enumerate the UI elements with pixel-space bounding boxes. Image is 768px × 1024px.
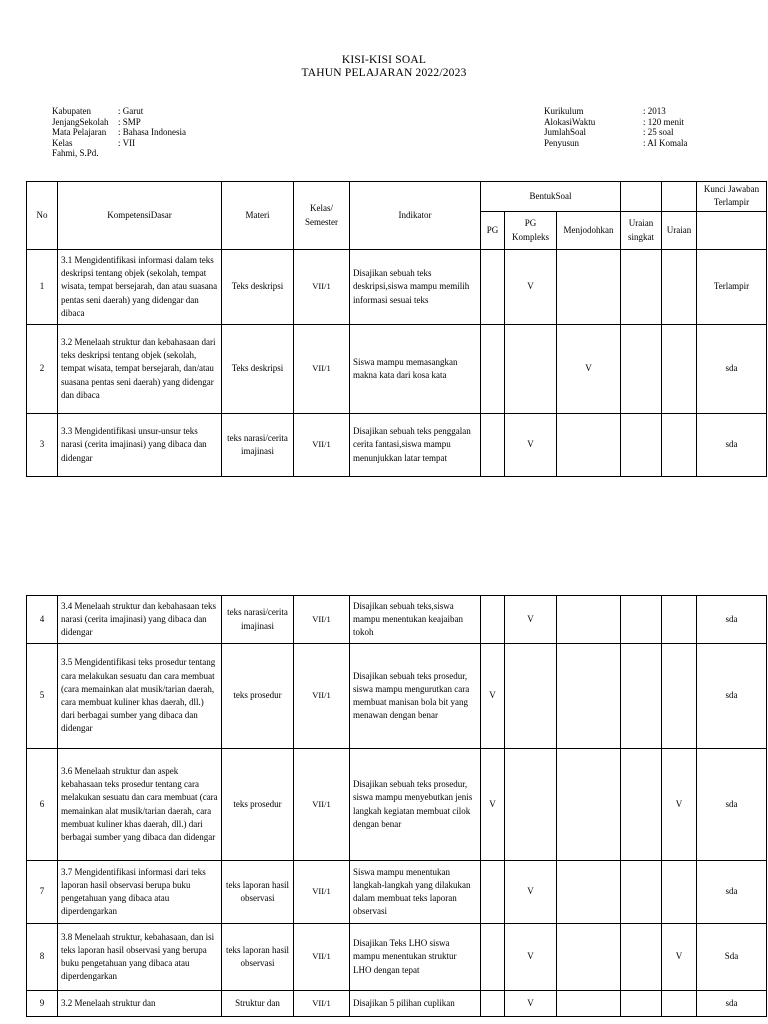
kelas-semester: VII/1: [294, 250, 350, 325]
indikator: Disajikan sebuah teks prosedur, siswa mampu mengurutkan cara membuat manisan bola bit yang menawan dengan benar: [350, 644, 481, 749]
header-kompetensi: KompetensiDasar: [58, 182, 222, 250]
kunci-jawaban: sda: [697, 414, 767, 477]
uraian-singkat-mark: [621, 924, 662, 991]
table-row: [27, 991, 767, 1017]
menjodohkan-mark: [557, 749, 621, 861]
kisi-table-page1: [26, 181, 767, 477]
row-no: 5: [27, 644, 58, 749]
info-row-jenjang: [52, 117, 186, 128]
info-value: : AI Komala: [643, 137, 688, 148]
pg-mark: [481, 991, 505, 1017]
header-blank: [697, 212, 767, 250]
header-blank: [621, 182, 662, 212]
indikator: Siswa mampu menentukan langkah-langkah yang dilakukan dalam membuat teks laporan observasi: [350, 861, 481, 924]
materi: Struktur dan: [222, 991, 294, 1017]
kunci-jawaban: sda: [697, 325, 767, 414]
kelas-semester: VII/1: [294, 596, 350, 644]
row-no: 7: [27, 861, 58, 924]
kelas-semester: VII/1: [294, 861, 350, 924]
indikator: Disajikan Teks LHO siswa mampu menentukan struktur LHO dengan tepat: [350, 924, 481, 991]
kelas-semester: VII/1: [294, 991, 350, 1017]
info-row-alokasi: [544, 117, 688, 128]
pg-mark: V: [481, 749, 505, 861]
indikator: Disajikan sebuah teks prosedur, siswa mampu menyebutkan jenis langkah kegiatan membuat cilok dengan benar: [350, 749, 481, 861]
indikator: Disajikan sebuah teks,siswa mampu menentukan keajaiban tokoh: [350, 596, 481, 644]
materi: teks laporan hasil observasi: [222, 861, 294, 924]
pg-kompleks-mark: [505, 749, 557, 861]
header-materi: Materi: [222, 182, 294, 250]
kunci-jawaban: sda: [697, 644, 767, 749]
info-label: Mata Pelajaran: [52, 127, 107, 137]
pg-kompleks-mark: V: [505, 924, 557, 991]
kisi-table-page2: [26, 595, 767, 1017]
pg-mark: [481, 596, 505, 644]
kunci-jawaban: Sda: [697, 924, 767, 991]
materi: teks prosedur: [222, 644, 294, 749]
pg-kompleks-mark: [505, 325, 557, 414]
table-body-page1: [27, 250, 767, 477]
info-row-kurikulum: [544, 106, 688, 117]
info-value: : VII: [118, 137, 136, 148]
info-value: : Bahasa Indonesia: [118, 127, 186, 137]
header-indikator: Indikator: [350, 182, 481, 250]
info-value: : 25 soal: [643, 127, 674, 137]
pg-mark: [481, 861, 505, 924]
menjodohkan-mark: [557, 924, 621, 991]
pg-kompleks-mark: V: [505, 596, 557, 644]
header-bentuk-soal: BentukSoal: [481, 182, 621, 212]
kelas-semester: VII/1: [294, 749, 350, 861]
table-row: [27, 596, 767, 644]
uraian-singkat-mark: [621, 861, 662, 924]
menjodohkan-mark: [557, 596, 621, 644]
info-row-penyusun: [544, 138, 688, 149]
info-label: JenjangSekolah: [52, 116, 109, 127]
table-row: [27, 861, 767, 924]
pg-mark: [481, 250, 505, 325]
indikator: Disajikan sebuah teks deskripsi,siswa mampu memilih informasi sesuai teks: [350, 250, 481, 325]
uraian-mark: [662, 644, 697, 749]
header-pg-kompleks: PG Kompleks: [505, 212, 557, 250]
pg-mark: [481, 414, 505, 477]
row-no: 9: [27, 991, 58, 1017]
kompetensi-dasar: 3.7 Mengidentifikasi informasi dari teks laporan hasil observasi berupa buku pengetahuan yang dibaca atau diperdengarkan: [58, 861, 222, 924]
header-uraian: Uraian: [662, 212, 697, 250]
kompetensi-dasar: 3.5 Mengidentifikasi teks prosedur tentang cara melakukan sesuatu dan cara membuat (cara memainkan alat musik/tarian daerah, cara membuat kuliner khas daerah, dll.) dari berbagai sumber yang dibaca dan didengar: [58, 644, 222, 749]
kunci-jawaban: sda: [697, 991, 767, 1017]
menjodohkan-mark: [557, 414, 621, 477]
info-value: : 2013: [643, 106, 666, 116]
table-body-page2: [27, 596, 767, 1017]
kunci-jawaban: sda: [697, 749, 767, 861]
pg-kompleks-mark: V: [505, 250, 557, 325]
page-subtitle: TAHUN PELAJARAN 2022/2023: [301, 67, 467, 79]
uraian-mark: V: [662, 924, 697, 991]
indikator: Siswa mampu memasangkan makna kata dari kosa kata: [350, 325, 481, 414]
kelas-semester: VII/1: [294, 325, 350, 414]
info-row-mapel: [52, 127, 186, 138]
info-label: Penyusun: [544, 137, 580, 148]
menjodohkan-mark: V: [557, 325, 621, 414]
kompetensi-dasar: 3.8 Menelaah struktur, kebahasaan, dan isi teks laporan hasil observasi yang berupa buku pengetahuan yang dibaca atau diperdengarkan: [58, 924, 222, 991]
kompetensi-dasar: 3.3 Mengidentifikasi unsur-unsur teks narasi (cerita imajinasi) yang dibaca dan didengar: [58, 414, 222, 477]
header-row: [27, 182, 767, 212]
info-row-kelas: [52, 138, 186, 149]
table-row: [27, 749, 767, 861]
info-value: : 120 menit: [643, 116, 684, 127]
kunci-jawaban: sda: [697, 596, 767, 644]
uraian-singkat-mark: [621, 414, 662, 477]
materi: teks prosedur: [222, 749, 294, 861]
kompetensi-dasar: 3.4 Menelaah struktur dan kebahasaan teks narasi (cerita imajinasi) yang dibaca dan didengar: [58, 596, 222, 644]
header-kunci: Kunci Jawaban Terlampir: [697, 182, 767, 212]
header-pg: PG: [481, 212, 505, 250]
table-row: [27, 924, 767, 991]
uraian-singkat-mark: [621, 991, 662, 1017]
uraian-mark: [662, 325, 697, 414]
materi: teks narasi/cerita imajinasi: [222, 596, 294, 644]
info-label: AlokasiWaktu: [544, 116, 596, 127]
kompetensi-dasar: 3.6 Menelaah struktur dan aspek kebahasaan teks prosedur tentang cara melakukan sesuatu dan cara membuat (cara memainkan alat musik/tarian daerah, cara membuat kuliner khas daerah, dll.) dari berbagai sumber yang dibaca dan didengar: [58, 749, 222, 861]
uraian-mark: [662, 861, 697, 924]
table-row: [27, 644, 767, 749]
kelas-semester: VII/1: [294, 924, 350, 991]
info-label: Kurikulum: [544, 106, 584, 116]
info-row-jumlah: [544, 127, 688, 138]
uraian-mark: [662, 250, 697, 325]
materi: Teks deskripsi: [222, 250, 294, 325]
uraian-singkat-mark: [621, 644, 662, 749]
uraian-mark: [662, 596, 697, 644]
uraian-mark: V: [662, 749, 697, 861]
materi: teks laporan hasil observasi: [222, 924, 294, 991]
info-label: JumlahSoal: [544, 127, 586, 137]
uraian-singkat-mark: [621, 596, 662, 644]
info-row-kabupaten: [52, 106, 186, 117]
menjodohkan-mark: [557, 250, 621, 325]
table-row: [27, 325, 767, 414]
header-menjodohkan: Menjodohkan: [557, 212, 621, 250]
page-title: KISI-KISI SOAL: [341, 54, 427, 66]
info-label: Kabupaten: [52, 106, 91, 116]
kelas-semester: VII/1: [294, 644, 350, 749]
header-kelas: Kelas/ Semester: [294, 182, 350, 250]
row-no: 1: [27, 250, 58, 325]
uraian-mark: [662, 414, 697, 477]
menjodohkan-mark: [557, 644, 621, 749]
materi: Teks deskripsi: [222, 325, 294, 414]
kunci-jawaban: Terlampir: [697, 250, 767, 325]
menjodohkan-mark: [557, 861, 621, 924]
kompetensi-dasar: 3.2 Menelaah struktur dan: [58, 991, 222, 1017]
menjodohkan-mark: [557, 991, 621, 1017]
table-row: [27, 250, 767, 325]
uraian-mark: [662, 991, 697, 1017]
pg-kompleks-mark: V: [505, 861, 557, 924]
info-value: : Garut: [118, 106, 144, 116]
row-no: 3: [27, 414, 58, 477]
header-blank: [662, 182, 697, 212]
pg-mark: [481, 325, 505, 414]
uraian-singkat-mark: [621, 749, 662, 861]
pg-kompleks-mark: V: [505, 414, 557, 477]
header-no: No: [27, 182, 58, 250]
pg-kompleks-mark: V: [505, 991, 557, 1017]
uraian-singkat-mark: [621, 250, 662, 325]
row-no: 6: [27, 749, 58, 861]
kunci-jawaban: sda: [697, 861, 767, 924]
row-no: 2: [27, 325, 58, 414]
table-row: [27, 414, 767, 477]
indikator: Disajikan 5 pilihan cuplikan: [350, 991, 481, 1017]
kompetensi-dasar: 3.2 Menelaah struktur dan kebahasaan dari teks deskripsi tentang objek (sekolah, tempat wisata, tempat bersejarah, dan/atau suasana pentas seni daerah) yang didengar dan dibaca: [58, 325, 222, 414]
pg-mark: V: [481, 644, 505, 749]
kelas-semester: VII/1: [294, 414, 350, 477]
pg-mark: [481, 924, 505, 991]
info-left: [52, 106, 186, 159]
row-no: 4: [27, 596, 58, 644]
materi: teks narasi/cerita imajinasi: [222, 414, 294, 477]
uraian-singkat-mark: [621, 325, 662, 414]
row-no: 8: [27, 924, 58, 991]
pg-kompleks-mark: [505, 644, 557, 749]
header-uraian-singkat: Uraian singkat: [621, 212, 662, 250]
info-right: [544, 106, 688, 148]
indikator: Disajikan sebuah teks penggalan cerita fantasi,siswa mampu menunjukkan latar tempat: [350, 414, 481, 477]
author-line: Fahmi, S.Pd.: [52, 148, 99, 158]
kompetensi-dasar: 3.1 Mengidentifikasi informasi dalam teks deskripsi tentang objek (sekolah, tempat wisata, tempat bersejarah, dan atau suasana pentas seni daerah) yang didengar dan dibaca: [58, 250, 222, 325]
info-label: Kelas: [52, 137, 73, 148]
info-value: : SMP: [118, 116, 141, 127]
